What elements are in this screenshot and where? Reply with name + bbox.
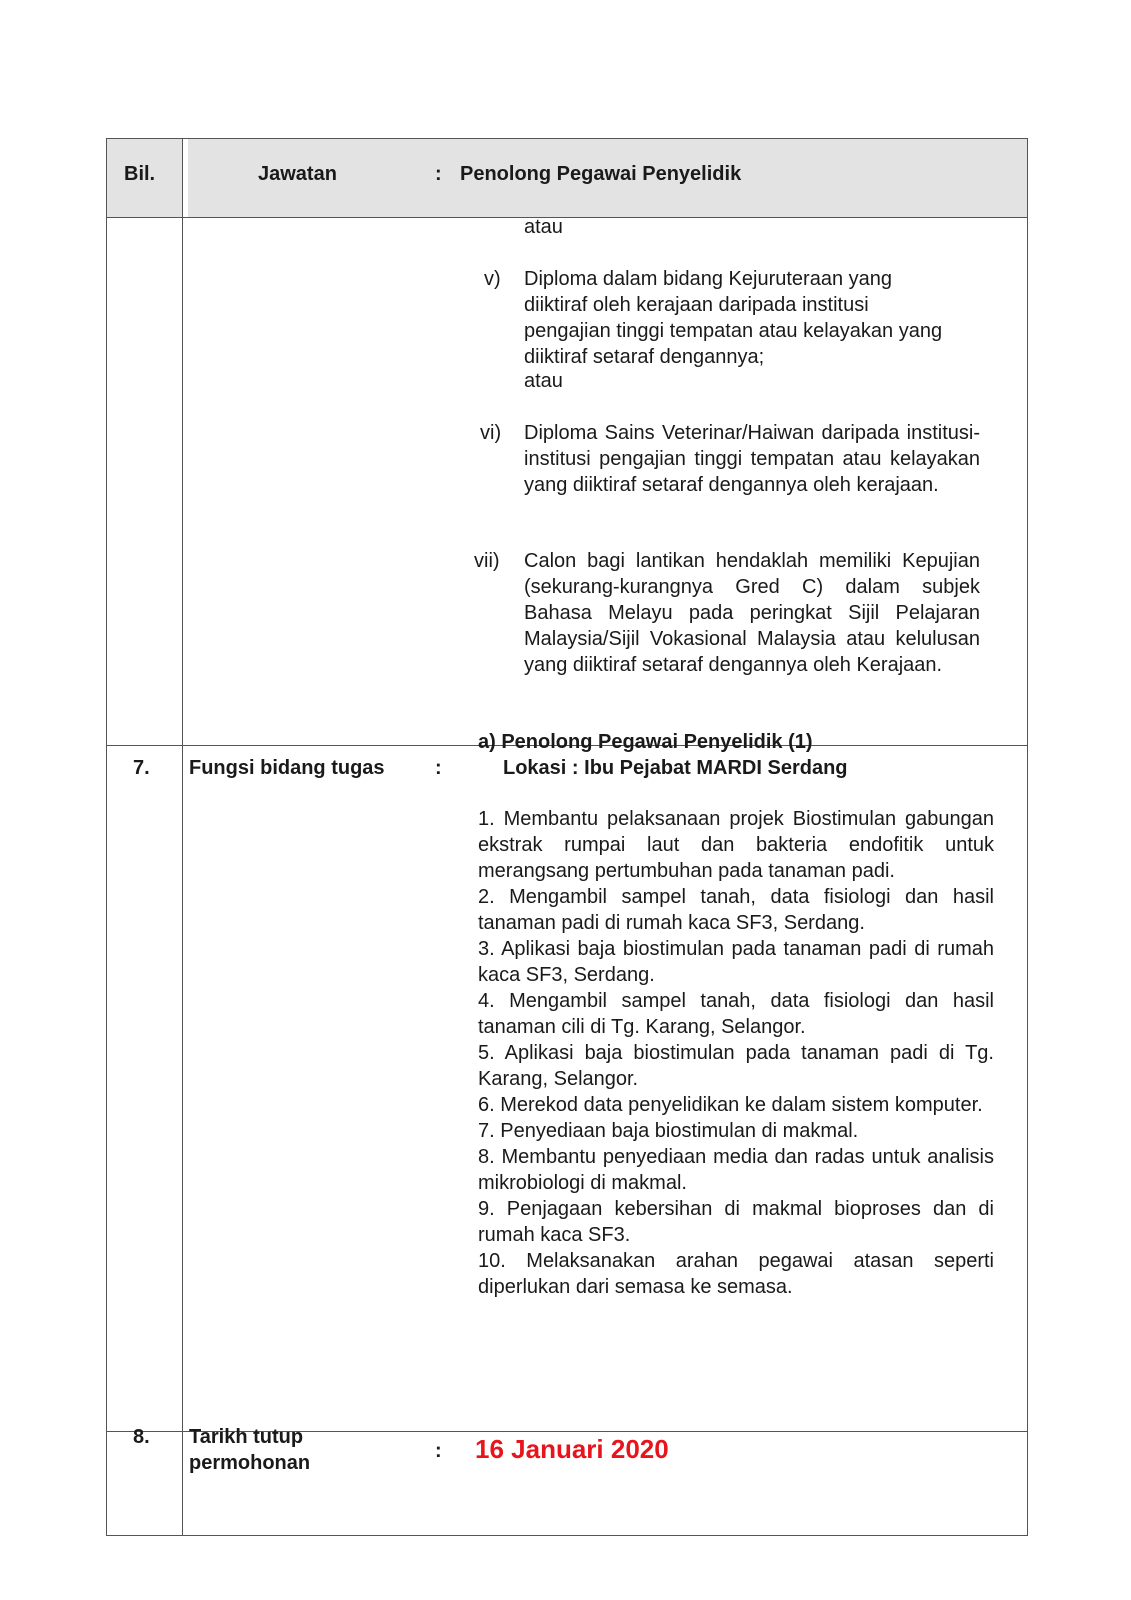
duty-item: 2. Mengambil sampel tanah, data fisiologi dan hasil tanaman padi di rumah kaca SF3, Serdang. (478, 886, 994, 934)
duty-item: 3. Aplikasi baja biostimulan pada tanaman padi di rumah kaca SF3, Serdang. (478, 938, 994, 986)
duty-item: 5. Aplikasi baja biostimulan pada tanaman padi di Tg. Karang, Selangor. (478, 1042, 994, 1090)
qualification-num-vi: vi) (480, 422, 502, 444)
duty-item: 7. Penyediaan baja biostimulan di makmal. (478, 1120, 859, 1142)
duty-item: 4. Mengambil sampel tanah, data fisiologi dan hasil tanaman cili di Tg. Karang, Selangor. (478, 990, 994, 1038)
duty-item: 9. Penjagaan kebersihan di makmal bioproses dan di rumah kaca SF3. (478, 1198, 994, 1246)
duties-list (478, 806, 994, 1300)
page-title: Penolong Pegawai Penyelidik (460, 163, 742, 185)
closing-date: 16 Januari 2020 (475, 1434, 669, 1464)
row8-label-line1: Tarikh tutup (189, 1426, 304, 1448)
duty-item: 10. Melaksanakan arahan pegawai atasan seperti diperlukan dari semasa ke semasa. (478, 1250, 994, 1298)
header-bil: Bil. (124, 163, 156, 185)
header-jawatan: Jawatan (258, 163, 337, 185)
duty-item: 8. Membantu penyediaan media dan radas untuk analisis mikrobiologi di makmal. (478, 1146, 994, 1194)
qualification-num-vii: vii) (474, 550, 500, 572)
duty-item: 1. Membantu pelaksanaan projek Biostimulan gabungan ekstrak rumpai laut dan bakteria endofitik untuk merangsang pertumbuhan pada tanaman padi. (478, 808, 994, 882)
qualification-atau: atau (524, 216, 563, 238)
qualification-suffix-v: atau (524, 370, 563, 392)
qualification-num-v: v) (484, 268, 501, 290)
row8-label-line2: permohonan (189, 1452, 311, 1474)
row8-colon: : (435, 1440, 442, 1462)
row7-heading: a) Penolong Pegawai Penyelidik (1) (478, 731, 813, 753)
row8-bil: 8. (133, 1426, 150, 1448)
row7-label: Fungsi bidang tugas (189, 757, 385, 779)
qualification-text-vii: Calon bagi lantikan hendaklah memiliki Kepujian (sekurang-kurangnya Gred C) dalam subjek Bahasa Melayu pada peringkat Sijil Pelajaran Malaysia/Sijil Vokasional Malaysia atau kelulusan yang diiktiraf setaraf dengannya oleh Kerajaan. (524, 550, 980, 676)
column-divider (182, 139, 183, 1535)
row7-location: Lokasi : Ibu Pejabat MARDI Serdang (503, 757, 848, 779)
qualification-text-vi: Diploma Sains Veterinar/Haiwan daripada institusi-institusi pengajian tinggi tempatan atau kelayakan yang diiktiraf setaraf dengannya oleh kerajaan. (524, 422, 980, 496)
row7-bil: 7. (133, 757, 150, 779)
header-colon: : (435, 163, 442, 185)
header-divider (107, 217, 1027, 218)
qualification-text-v: Diploma dalam bidang Kejuruteraan yang diiktiraf oleh kerajaan daripada institusi pengajian tinggi tempatan atau kelayakan yang diiktiraf setaraf dengannya; (524, 268, 943, 368)
row7-colon: : (435, 757, 442, 779)
duty-item: 6. Merekod data penyelidikan ke dalam sistem komputer. (478, 1094, 983, 1116)
